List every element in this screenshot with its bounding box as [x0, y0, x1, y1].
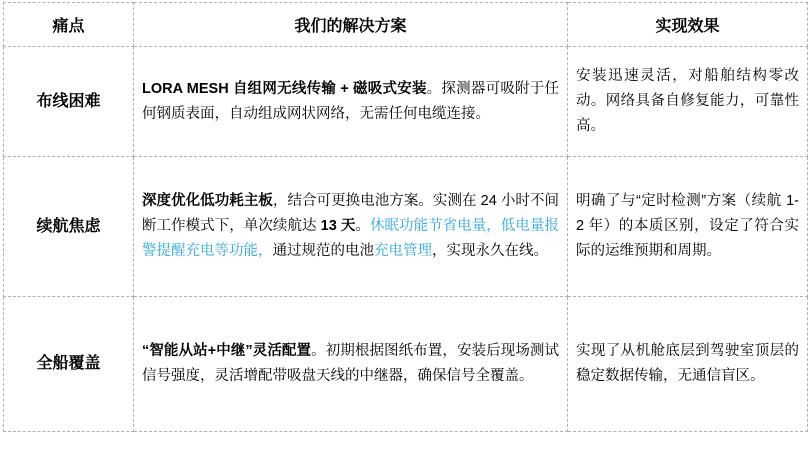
cell-solution — [134, 157, 568, 297]
column-header-effect: 实现效果 — [568, 3, 808, 47]
column-header-painpoint: 痛点 — [4, 3, 134, 47]
cell-effect: 安装迅速灵活，对船舶结构零改动。网络具备自修复能力，可靠性高。 — [568, 47, 808, 157]
table-row — [4, 297, 808, 432]
solution-rich-text: LORA MESH 自组网无线传输 + 磁吸式安装。探测器可吸附于任何钢质表面，自动组成网状网络，无需任何电缆连接。 — [142, 80, 559, 122]
cell-solution — [134, 297, 568, 432]
solution-rich-text: 深度优化低功耗主板，结合可更换电池方案。实测在 24 小时不间断工作模式下，单次续航达 13 天。休眠功能节省电量，低电量报警提醒充电等功能，通过规范的电池充电管理，实现永久在线。 — [142, 193, 559, 259]
table-header — [4, 3, 808, 47]
table-row — [4, 47, 808, 157]
column-header-solution: 我们的解决方案 — [134, 3, 568, 47]
cell-effect: 明确了与“定时检测”方案（续航 1-2 年）的本质区别，设定了符合实际的运维预期和周期。 — [568, 157, 808, 297]
solution-rich-text: “智能从站+中继”灵活配置。初期根据图纸布置，安装后现场测试信号强度，灵活增配带吸盘天线的中继器，确保信号全覆盖。 — [142, 343, 560, 384]
cell-solution — [134, 47, 568, 157]
cell-painpoint: 布线困难 — [4, 47, 134, 157]
solution-table — [3, 2, 808, 432]
cell-painpoint: 续航焦虑 — [4, 157, 134, 297]
table-header-row — [4, 3, 808, 47]
cell-effect: 实现了从机舱底层到驾驶室顶层的稳定数据传输，无通信盲区。 — [568, 297, 808, 432]
table-row — [4, 157, 808, 297]
table-body — [4, 47, 808, 432]
cell-painpoint: 全船覆盖 — [4, 297, 134, 432]
